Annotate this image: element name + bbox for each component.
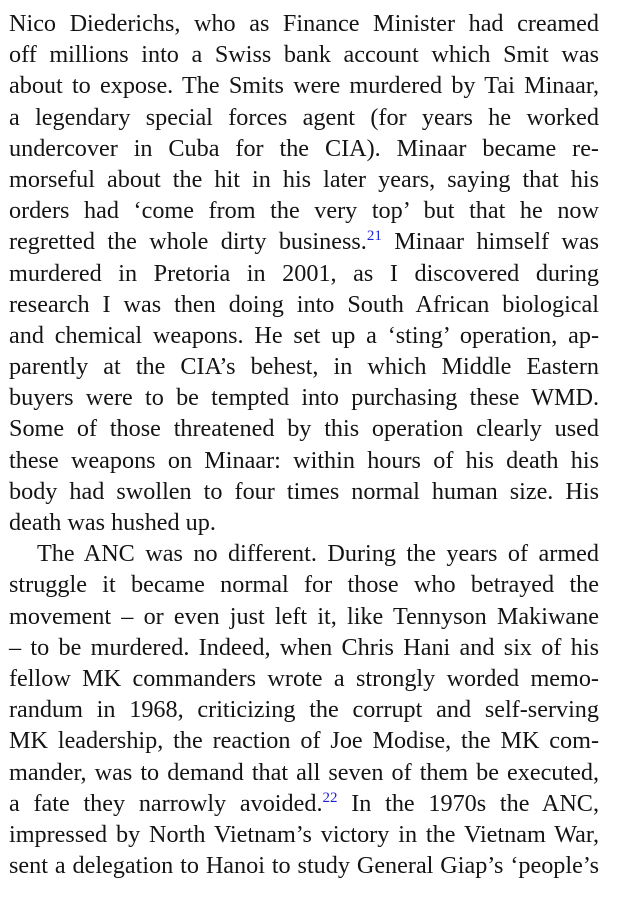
- text-line: sent a delegation to Hanoi to study General Giap’s ‘people’s: [9, 852, 599, 880]
- text-line: – to be murdered. Indeed, when Chris Hani and six of his: [9, 633, 599, 661]
- text-line: MK leadership, the reaction of Joe Modise, the MK com-: [9, 727, 599, 755]
- paragraph-1: [9, 8, 599, 538]
- text-line: body had swollen to four times normal human size. His: [9, 477, 599, 505]
- document-page: [9, 8, 599, 881]
- text-line: death was hushed up.: [9, 509, 216, 536]
- text-line: mander, was to demand that all seven of them be executed,: [9, 758, 599, 786]
- text-line: murdered in Pretoria in 2001, as I discovered during: [9, 259, 599, 287]
- text-line: movement – or even just left it, like Tennyson Makiwane: [9, 602, 599, 630]
- text-line: morseful about the hit in his later years, saying that his: [9, 165, 599, 193]
- text-line: struggle it became normal for those who betrayed the: [9, 571, 599, 599]
- text-segment: regretted the whole dirty business.: [9, 228, 367, 256]
- text-line: about to expose. The Smits were murdered by Tai Minaar,: [9, 72, 599, 100]
- text-line: [9, 788, 599, 819]
- footnote-ref-21[interactable]: 21: [366, 228, 382, 245]
- text-line: buyers were to be tempted into purchasing these WMD.: [9, 384, 599, 412]
- text-line: Nico Diederichs, who as Finance Minister had creamed: [9, 10, 599, 37]
- text-segment: Minaar himself was: [381, 228, 600, 256]
- text-line: randum in 1968, criticizing the corrupt and self-serving: [9, 696, 599, 724]
- text-line: parently at the CIA’s behest, in which Middle Eastern: [9, 353, 599, 381]
- text-line: The ANC was no different. During the years of armed: [37, 540, 599, 568]
- text-segment: In the 1970s the ANC,: [337, 789, 599, 817]
- footnote-ref-22[interactable]: 22: [322, 789, 338, 806]
- text-line: off millions into a Swiss bank account which Smit was: [9, 41, 599, 69]
- paragraph-2: [9, 538, 599, 881]
- text-line: fellow MK commanders wrote a strongly worded memo-: [9, 664, 599, 692]
- text-line: and chemical weapons. He set up a ‘sting’ operation, ap-: [9, 321, 599, 349]
- text-line: [9, 226, 599, 257]
- text-line: a legendary special forces agent (for years he worked: [9, 103, 599, 131]
- text-line: orders had ‘come from the very top’ but that he now: [9, 197, 599, 225]
- text-line: impressed by North Vietnam’s victory in the Vietnam War,: [9, 820, 599, 848]
- text-segment: a fate they narrowly avoided.: [9, 789, 323, 817]
- text-line: these weapons on Minaar: within hours of his death his: [9, 446, 599, 474]
- text-line: research I was then doing into South African biological: [9, 290, 599, 318]
- text-line: Some of those threatened by this operation clearly used: [9, 415, 599, 443]
- text-line: undercover in Cuba for the CIA). Minaar became re-: [9, 134, 599, 162]
